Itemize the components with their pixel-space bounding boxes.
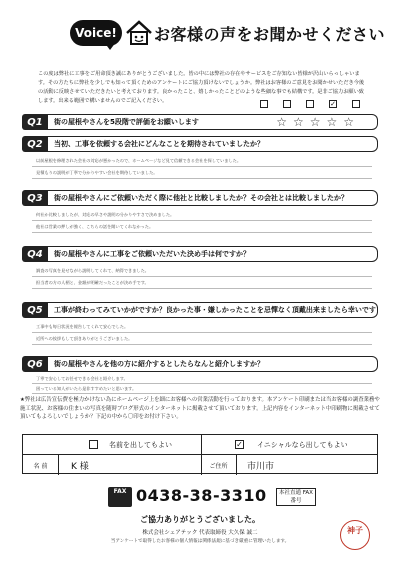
answer-line [32, 288, 372, 289]
question-text: 街の屋根やさんを他の方に紹介するとしたらなんと紹介しますか？ [54, 360, 264, 368]
voice-badge: Voice! [70, 20, 122, 46]
question-q6 [22, 356, 378, 396]
divider [201, 435, 202, 475]
answer-text: 何社か比較しましたが、対応の早さや説明の分かりやすさで決めました。 [36, 212, 175, 217]
rating-checkbox[interactable] [283, 100, 291, 108]
rating-checkbox[interactable] [352, 100, 360, 108]
question-text: 工事が終わってみていかがですか？良かった事・嫌しかったことを忌憚なく頂戴出来ましたら幸いです [54, 306, 376, 314]
answer-line [32, 344, 372, 345]
answer-line [32, 393, 372, 394]
rating-checkbox-checked[interactable]: ✓ [330, 100, 336, 108]
address-label: ご住所 [201, 455, 237, 475]
name-label: 名 前 [23, 455, 59, 475]
privacy-note: 当アンケートで取得したお客様の個人情報は関係法規に基づき厳重に管理いたします。 [110, 539, 290, 544]
answer-line [32, 332, 372, 333]
company-name: 株式会社シェアテック 代表取締役 大久保 誠二 [142, 530, 258, 536]
rating-checkbox[interactable] [306, 100, 314, 108]
intro-text: この度は弊社に工事をご用命頂き誠にありがとうございました。皆の中には弊社の存在やサービスをご存知ない皆様が沢山いらっしゃいます。その方たちに弊社を少しでも知って頂くためのアンケートにご協力頂けないでしょうか。弊社はお客様のご意見をお聞かせいただき今後の活動に反映させていただきたいと考えております。良かったこと、嬉しかったことどのような些細な事でも結構です。是非ご協力お願い致します。出来る範囲で構いませんのでご記入ください。 [38, 71, 365, 104]
consent-option-name: 名前を出してもよい [109, 441, 172, 449]
answer-text: 担当者の方の人柄と、金額が明確だったことが決め手です。 [36, 280, 149, 285]
page-title: お客様の声をお聞かせください [154, 25, 386, 44]
answer-text: 他社は営業の押しが強く、こちらの話を聞いてくれなかった。 [36, 224, 154, 229]
consent-note: ★弊社は広告宣伝費を極力かけない為にホームページ上を細にお客様への営業活動を行っております。本アンケート印刷または当お客様の調査業務や施工状況、お客様の住まいの写真を随時ブログ形式のインターネットに掲載させて頂いております。上記内容をインターネット中印刷物に掲載させて頂いてもよろしいでしょうか？下記の中から〇印をお付け下さい。 [20, 397, 380, 420]
question-text: 当初、工事を依頼する会社にどんなことを期待されていましたか？ [54, 140, 264, 148]
question-number: Q2 [22, 136, 48, 152]
question-number: Q3 [22, 190, 48, 206]
answer-text: 困っている知人がいたら是非すすめたいと思います。 [36, 386, 137, 391]
star-rating-icon[interactable]: ☆☆☆☆☆ [276, 115, 360, 129]
answer-text: 近所への挨拶もして頂きありがとうございました。 [36, 336, 133, 341]
consent-checkbox-name[interactable] [89, 440, 98, 449]
question-q4 [22, 246, 378, 294]
answer-text: 見積もりの説明が丁寧で分かりやすい会社を期待していました。 [36, 170, 158, 175]
seal-stamp-icon: 神子 [340, 520, 370, 550]
question-q3 [22, 190, 378, 238]
house-icon [124, 18, 154, 48]
rating-checkbox[interactable] [260, 100, 268, 108]
fax-tag: 本社直通 FAX番号 [276, 488, 316, 506]
question-text: 街の屋根やさんに工事をご依頼いただいた決め手は何ですか？ [54, 250, 250, 258]
question-q1 [22, 114, 378, 130]
consent-checkbox-initial[interactable]: ✓ [236, 440, 243, 449]
question-number: Q5 [22, 302, 48, 318]
address-value[interactable]: 市川市 [247, 462, 275, 472]
fax-icon: FAX [108, 487, 132, 507]
name-value[interactable]: K 様 [71, 462, 89, 472]
question-number: Q4 [22, 246, 48, 262]
answer-text: 工事中も毎日状況を報告してくれて安心でした。 [36, 324, 129, 329]
answer-line [32, 220, 372, 221]
answer-line [32, 383, 372, 384]
fax-contact [108, 486, 318, 508]
question-q2 [22, 136, 378, 184]
header [70, 16, 386, 56]
answer-text: 調査の写真を見せながら説明してくれて、納得できました。 [36, 268, 149, 273]
fax-number: 0438-38-3310 [136, 486, 267, 505]
answer-line [32, 276, 372, 277]
thanks-text: ご協力ありがとうございました。 [140, 515, 260, 524]
question-q5 [22, 302, 378, 350]
speech-tail-icon [104, 42, 116, 50]
answer-text: 以前屋根を修理された会社の対応が悪かったので、ホームページなど見て信頼できる会社を探していました。 [36, 158, 242, 163]
rating-scale [258, 98, 370, 110]
question-number: Q6 [22, 356, 48, 372]
answer-line [32, 232, 372, 233]
name-consent-table [22, 434, 378, 474]
question-number: Q1 [22, 114, 48, 130]
consent-row [23, 435, 377, 455]
answer-text: 丁寧で安心してお任せできる会社と紹介します。 [36, 376, 128, 381]
question-text: 街の屋根やさんを5段階で評価をお願いします [54, 118, 199, 126]
answer-line [32, 178, 372, 179]
question-text: 街の屋根やさんにご依頼いただく際に他社と比較しましたか？その会社とは比較しましたか？ [54, 194, 348, 202]
name-row [23, 455, 377, 475]
consent-option-initial: イニシャルなら出してもよい [257, 441, 348, 449]
answer-line [32, 166, 372, 167]
